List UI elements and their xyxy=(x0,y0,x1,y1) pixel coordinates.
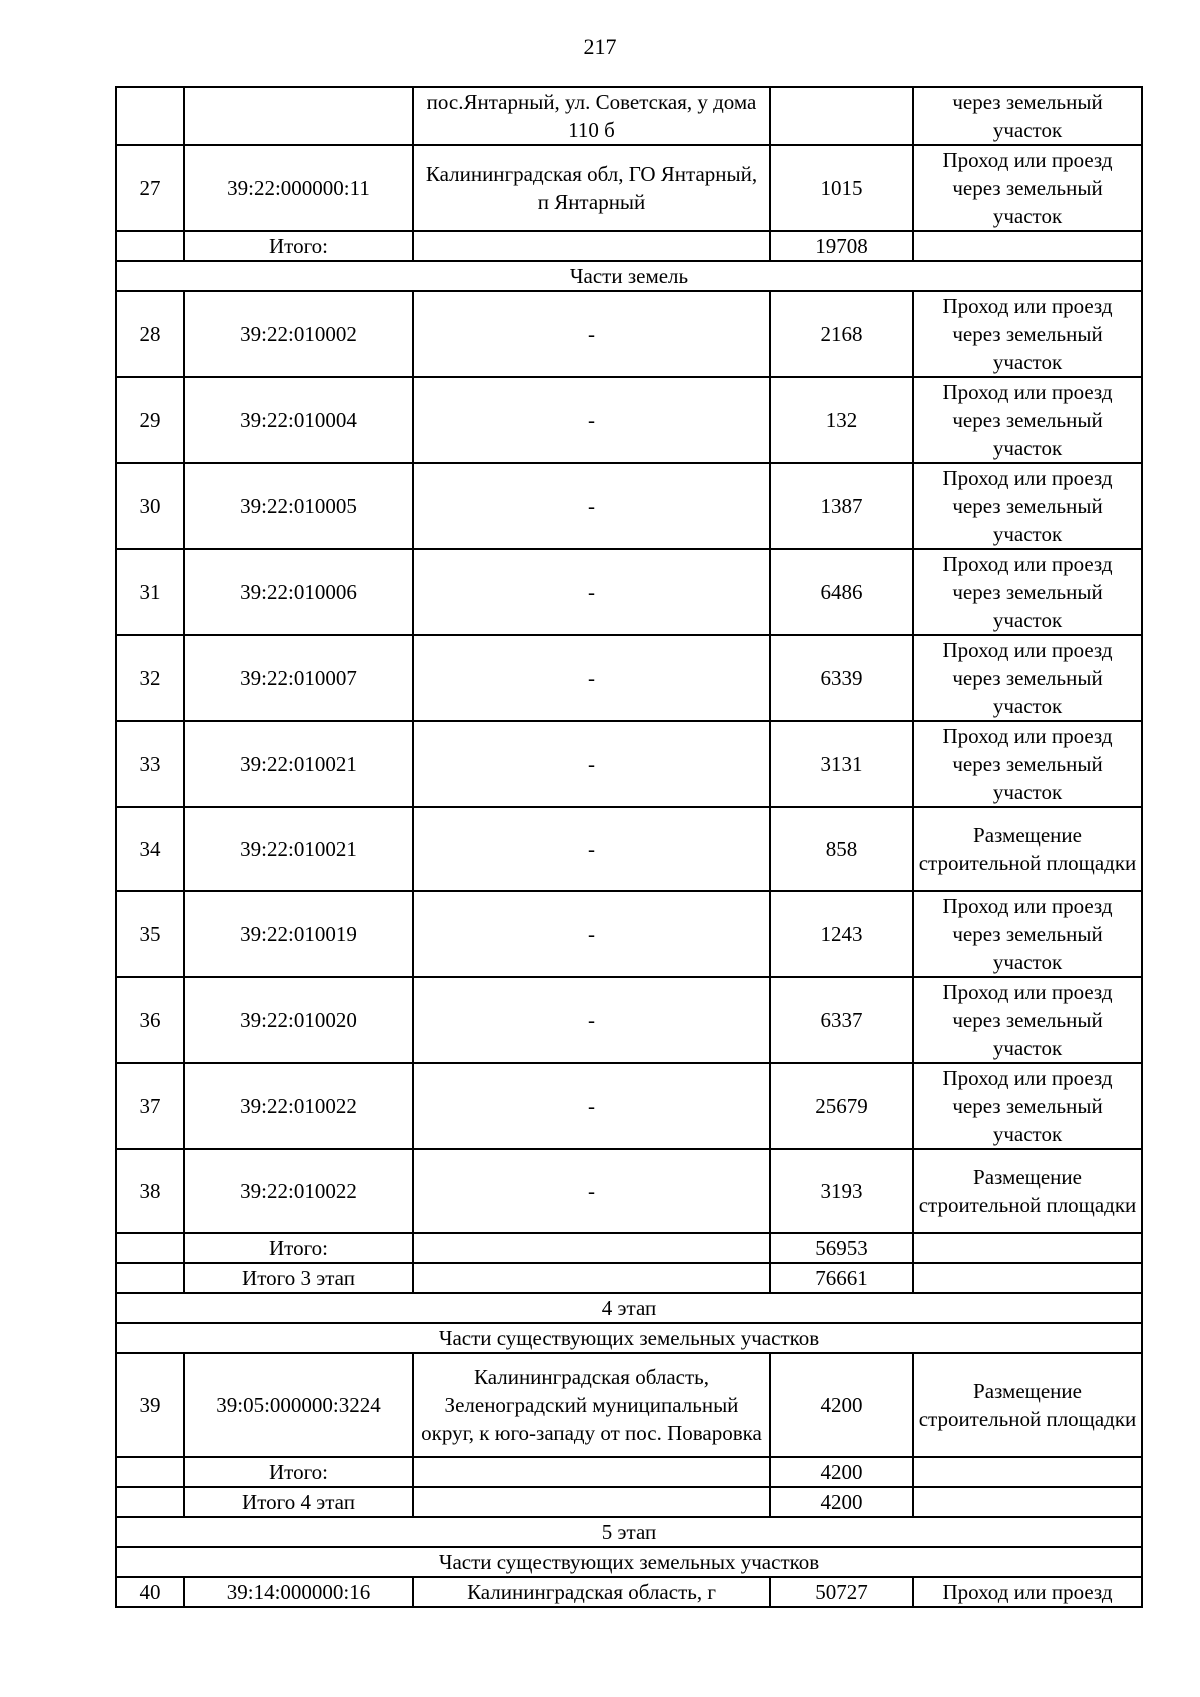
purpose: Проход или проезд через земельный участок xyxy=(913,463,1142,549)
row-number: 40 xyxy=(116,1577,184,1607)
purpose: Проход или проезд через земельный участок xyxy=(913,635,1142,721)
cadastral-number: 39:22:000000:11 xyxy=(184,145,413,231)
cadastral-number: 39:22:010006 xyxy=(184,549,413,635)
purpose: Размещение строительной площадки xyxy=(913,1149,1142,1233)
table-row xyxy=(116,1577,1142,1607)
purpose: Проход или проезд через земельный участок xyxy=(913,1063,1142,1149)
row-number xyxy=(116,1487,184,1517)
address: - xyxy=(413,891,770,977)
row-number: 38 xyxy=(116,1149,184,1233)
area xyxy=(770,87,913,145)
total-area: 76661 xyxy=(770,1263,913,1293)
purpose: Размещение строительной площадки xyxy=(913,1353,1142,1457)
purpose: Проход или проезд через земельный участок xyxy=(913,977,1142,1063)
address xyxy=(413,1233,770,1263)
row-number: 35 xyxy=(116,891,184,977)
area: 858 xyxy=(770,807,913,891)
section-label: Части земель xyxy=(116,261,1142,291)
total-row xyxy=(116,1263,1142,1293)
total-area: 4200 xyxy=(770,1487,913,1517)
total-label: Итого: xyxy=(184,231,413,261)
cadastral-number: 39:22:010004 xyxy=(184,377,413,463)
total-row xyxy=(116,1457,1142,1487)
address: - xyxy=(413,635,770,721)
row-number: 32 xyxy=(116,635,184,721)
purpose xyxy=(913,1263,1142,1293)
total-area: 19708 xyxy=(770,231,913,261)
area: 6339 xyxy=(770,635,913,721)
table-row xyxy=(116,1353,1142,1457)
purpose xyxy=(913,1487,1142,1517)
total-row xyxy=(116,1233,1142,1263)
row-number: 36 xyxy=(116,977,184,1063)
area: 1243 xyxy=(770,891,913,977)
section-label: Части существующих земельных участков xyxy=(116,1547,1142,1577)
area: 6486 xyxy=(770,549,913,635)
section-header-row xyxy=(116,1547,1142,1577)
section-header-row xyxy=(116,1323,1142,1353)
cadastral-number: 39:22:010021 xyxy=(184,721,413,807)
land-plots-table xyxy=(115,86,1143,1608)
total-row xyxy=(116,231,1142,261)
row-number: 30 xyxy=(116,463,184,549)
table-row xyxy=(116,87,1142,145)
table-row xyxy=(116,463,1142,549)
address: - xyxy=(413,291,770,377)
table-row xyxy=(116,145,1142,231)
total-row xyxy=(116,1487,1142,1517)
address xyxy=(413,1487,770,1517)
row-number: 29 xyxy=(116,377,184,463)
table-body xyxy=(116,87,1142,1607)
table-row xyxy=(116,977,1142,1063)
section-label: 5 этап xyxy=(116,1517,1142,1547)
section-header-row xyxy=(116,1517,1142,1547)
row-number: 31 xyxy=(116,549,184,635)
row-number xyxy=(116,231,184,261)
total-label: Итого 4 этап xyxy=(184,1487,413,1517)
row-number xyxy=(116,1233,184,1263)
address: пос.Янтарный, ул. Советская, у дома 110 б xyxy=(413,87,770,145)
purpose: Проход или проезд через земельный участок xyxy=(913,377,1142,463)
address: - xyxy=(413,1149,770,1233)
total-label: Итого: xyxy=(184,1233,413,1263)
row-number: 34 xyxy=(116,807,184,891)
row-number xyxy=(116,1263,184,1293)
address: Калининградская область, Зеленоградский муниципальный округ, к юго-западу от пос. Поваровка xyxy=(413,1353,770,1457)
purpose xyxy=(913,1457,1142,1487)
purpose: Проход или проезд через земельный участок xyxy=(913,145,1142,231)
section-header-row xyxy=(116,1293,1142,1323)
table-row xyxy=(116,1063,1142,1149)
total-area: 56953 xyxy=(770,1233,913,1263)
address: - xyxy=(413,807,770,891)
address xyxy=(413,1263,770,1293)
row-number: 39 xyxy=(116,1353,184,1457)
section-label: Части существующих земельных участков xyxy=(116,1323,1142,1353)
address: - xyxy=(413,377,770,463)
cadastral-number xyxy=(184,87,413,145)
area: 1387 xyxy=(770,463,913,549)
address: Калининградская обл, ГО Янтарный, п Янтарный xyxy=(413,145,770,231)
address: Калининградская область, г xyxy=(413,1577,770,1607)
address: - xyxy=(413,463,770,549)
row-number: 33 xyxy=(116,721,184,807)
table-row xyxy=(116,891,1142,977)
address xyxy=(413,1457,770,1487)
purpose xyxy=(913,231,1142,261)
table-row xyxy=(116,635,1142,721)
address xyxy=(413,231,770,261)
purpose: Проход или проезд через земельный участок xyxy=(913,891,1142,977)
table-row xyxy=(116,807,1142,891)
total-label: Итого 3 этап xyxy=(184,1263,413,1293)
cadastral-number: 39:22:010022 xyxy=(184,1063,413,1149)
purpose: Проход или проезд через земельный участок xyxy=(913,549,1142,635)
section-label: 4 этап xyxy=(116,1293,1142,1323)
area: 1015 xyxy=(770,145,913,231)
page-number: 217 xyxy=(583,34,617,59)
row-number xyxy=(116,87,184,145)
area: 132 xyxy=(770,377,913,463)
purpose: Проход или проезд через земельный участок xyxy=(913,291,1142,377)
cadastral-number: 39:22:010022 xyxy=(184,1149,413,1233)
row-number: 28 xyxy=(116,291,184,377)
total-area: 4200 xyxy=(770,1457,913,1487)
row-number: 37 xyxy=(116,1063,184,1149)
table-row xyxy=(116,291,1142,377)
row-number: 27 xyxy=(116,145,184,231)
area: 25679 xyxy=(770,1063,913,1149)
cadastral-number: 39:22:010021 xyxy=(184,807,413,891)
total-label: Итого: xyxy=(184,1457,413,1487)
purpose: Проход или проезд xyxy=(913,1577,1142,1607)
table-row xyxy=(116,1149,1142,1233)
table-row xyxy=(116,721,1142,807)
area: 3193 xyxy=(770,1149,913,1233)
cadastral-number: 39:14:000000:16 xyxy=(184,1577,413,1607)
purpose: через земельный участок xyxy=(913,87,1142,145)
address: - xyxy=(413,1063,770,1149)
table-row xyxy=(116,377,1142,463)
address: - xyxy=(413,721,770,807)
cadastral-number: 39:22:010007 xyxy=(184,635,413,721)
purpose: Проход или проезд через земельный участок xyxy=(913,721,1142,807)
row-number xyxy=(116,1457,184,1487)
section-header-row xyxy=(116,261,1142,291)
area: 3131 xyxy=(770,721,913,807)
table-row xyxy=(116,549,1142,635)
cadastral-number: 39:22:010002 xyxy=(184,291,413,377)
area: 50727 xyxy=(770,1577,913,1607)
purpose xyxy=(913,1233,1142,1263)
purpose: Размещение строительной площадки xyxy=(913,807,1142,891)
area: 6337 xyxy=(770,977,913,1063)
cadastral-number: 39:05:000000:3224 xyxy=(184,1353,413,1457)
cadastral-number: 39:22:010020 xyxy=(184,977,413,1063)
cadastral-number: 39:22:010005 xyxy=(184,463,413,549)
address: - xyxy=(413,549,770,635)
cadastral-number: 39:22:010019 xyxy=(184,891,413,977)
area: 2168 xyxy=(770,291,913,377)
area: 4200 xyxy=(770,1353,913,1457)
address: - xyxy=(413,977,770,1063)
